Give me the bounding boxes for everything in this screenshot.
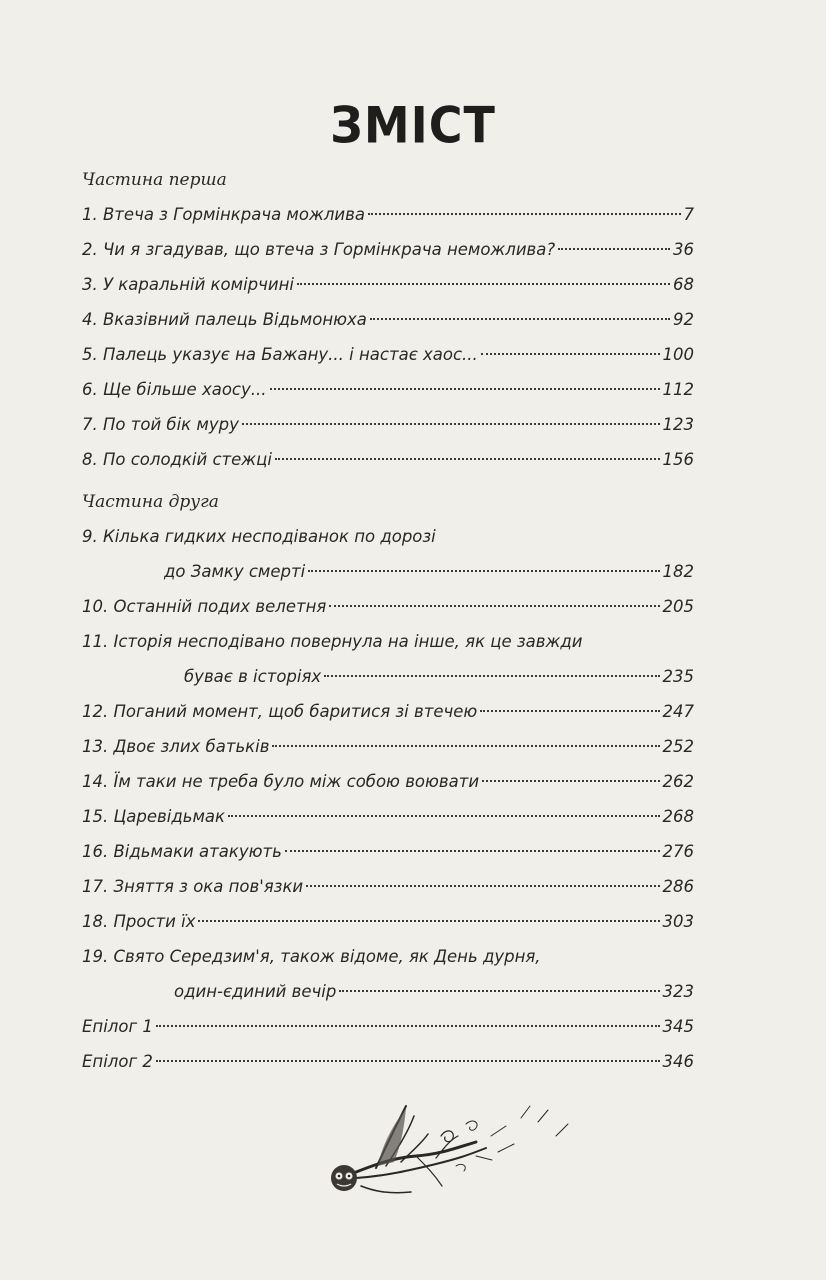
dot-leader [368,213,681,215]
toc-entry [82,267,694,302]
dot-leader [480,710,659,712]
toc-entry-page: 235 [662,667,694,686]
dot-leader [306,885,659,887]
toc-entry-page: 205 [662,597,694,616]
toc-entry-title: 5. Палець указує на Бажану... і настає хаос... [82,345,478,364]
toc-entry-page: 303 [662,912,694,931]
dot-leader [156,1060,660,1062]
toc-entry-page: 276 [662,842,694,861]
part-one-heading: Частина перша [82,170,227,190]
toc-entry [82,974,694,1009]
toc-entry-page: 123 [662,415,694,434]
toc-entry-title: Епілог 1 [82,1017,153,1036]
toc-entry-title: 7. По той бік муру [82,415,239,434]
toc-entry-page: 92 [673,310,694,329]
dot-leader [308,570,659,572]
toc-entry-title-continued: один-єдиний вечір [174,982,337,1001]
toc-entry-title: 13. Двоє злих батьків [82,737,270,756]
toc-entry-page: 262 [662,772,694,791]
toc-entry-page: 112 [662,380,694,399]
dot-leader [198,920,659,922]
toc-entry [82,764,694,799]
toc-entry-page: 7 [683,205,694,224]
dot-leader [156,1025,660,1027]
dot-leader [275,458,660,460]
dot-leader [272,745,659,747]
toc-entry [82,659,694,694]
toc-entry-page: 345 [662,1017,694,1036]
dot-leader [370,318,670,320]
toc-entry [82,232,694,267]
toc-entry-title: 10. Останній подих велетня [82,597,327,616]
toc-entry-title: 19. Свято Середзим'я, також відоме, як День дурня, [82,947,541,966]
toc-entry [82,197,694,232]
toc-entry [82,729,694,764]
part-two-heading: Частина друга [82,492,219,512]
toc-entry-title: Епілог 2 [82,1052,153,1071]
toc-entry-page: 36 [673,240,694,259]
dot-leader [285,850,660,852]
dot-leader [297,283,670,285]
toc-entry [82,442,694,477]
toc-entry-page: 100 [662,345,694,364]
toc-entry-page: 156 [662,450,694,469]
toc-entry-page: 286 [662,877,694,896]
toc-entry-title: 18. Прости їх [82,912,196,931]
toc-entry [82,407,694,442]
toc-entry-title: 1. Втеча з Гормінкрача можлива [82,205,365,224]
toc-entry-title: 15. Царевідьмак [82,807,225,826]
toc-entry [82,554,694,589]
toc-entry [82,694,694,729]
toc-entry [82,589,694,624]
dot-leader [329,605,659,607]
toc-entry-title: 4. Вказівний палець Відьмонюха [82,310,367,329]
toc-entry [82,302,694,337]
toc-entry-page: 323 [662,982,694,1001]
toc-entry-page: 182 [662,562,694,581]
toc-entry-page: 346 [662,1052,694,1071]
toc-entry [82,904,694,939]
toc-entry-title: 12. Поганий момент, щоб баритися зі втечею [82,702,478,721]
dot-leader [482,780,659,782]
toc-entry-page: 247 [662,702,694,721]
toc-entry-title: 3. У каральній комірчині [82,275,294,294]
dot-leader [270,388,660,390]
toc-entry [82,834,694,869]
toc-entry-title: 17. Зняття з ока пов'язки [82,877,304,896]
dot-leader [228,815,660,817]
toc-entry [82,869,694,904]
toc-entry [82,799,694,834]
table-of-contents [82,163,694,1079]
toc-entry-title-continued: буває в історіях [184,667,322,686]
toc-entry [82,372,694,407]
toc-entry-title-continued: до Замку смерті [164,562,306,581]
toc-entry-page: 252 [662,737,694,756]
creature-illustration-icon [316,1096,576,1206]
dot-leader [558,248,670,250]
toc-entry-title: 16. Відьмаки атакують [82,842,282,861]
dot-leader [242,423,660,425]
toc-entry-page: 268 [662,807,694,826]
dot-leader [339,990,659,992]
toc-entry-title: 8. По солодкій стежці [82,450,272,469]
toc-entry-page: 68 [673,275,694,294]
toc-entry-title: 9. Кілька гидких несподіванок по дорозі [82,527,436,546]
toc-entry [82,1044,694,1079]
toc-entry-title: 14. Їм таки не треба було між собою воювати [82,772,480,791]
toc-entry-title: 2. Чи я згадував, що втеча з Гормінкрача неможлива? [82,240,556,259]
toc-entry-title: 11. Історія несподівано повернула на інше, як це завжди [82,632,583,651]
dot-leader [481,353,660,355]
toc-entry-title: 6. Ще більше хаосу... [82,380,267,399]
page-title: ЗМІСТ [330,95,496,155]
dot-leader [324,675,659,677]
toc-entry [82,1009,694,1044]
toc-entry [82,337,694,372]
